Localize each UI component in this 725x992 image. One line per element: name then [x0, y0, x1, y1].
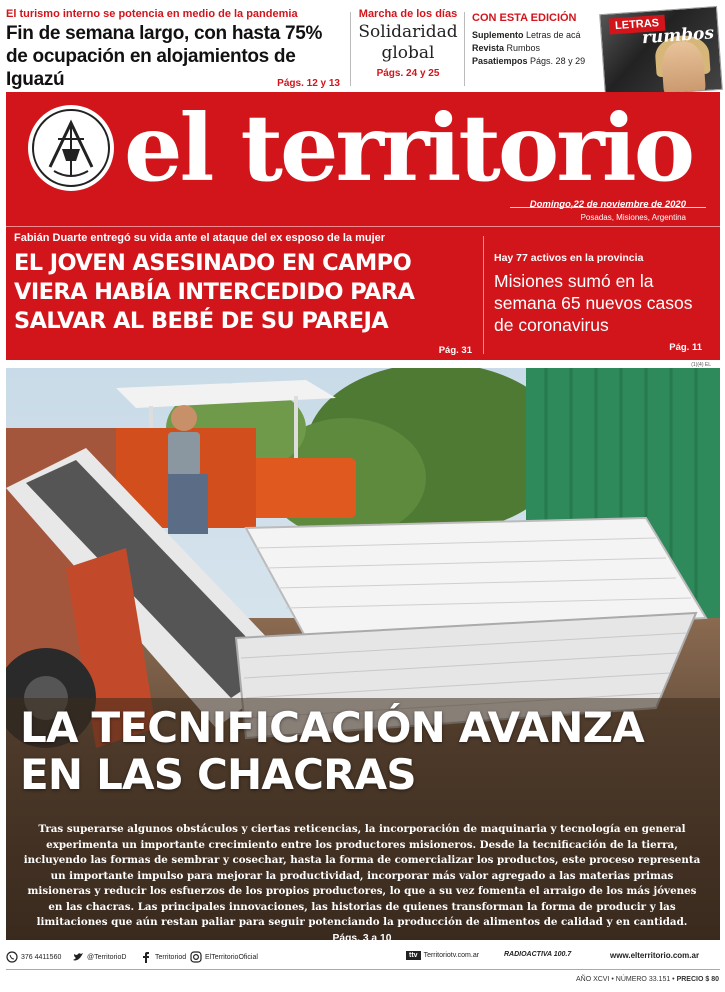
radio-link[interactable]: RADIOACTIVA 100.7 [504, 951, 572, 958]
edition-line: Suplemento Letras de acá [472, 30, 581, 40]
teaser-pages: Págs. 12 y 13 [277, 78, 340, 89]
issue-info [576, 976, 719, 983]
magazine-badge: LETRAS [609, 15, 666, 35]
story-kicker: Hay 77 activos en la provincia [494, 252, 644, 264]
tv-link[interactable]: ttv Territoriotv.com.ar [406, 951, 479, 960]
hero-pages: Págs. 3 a 10 [332, 932, 392, 944]
twitter-icon [72, 951, 84, 963]
divider [464, 12, 465, 86]
edition-title: CON ESTA EDICIÓN [472, 12, 577, 24]
edition-date: Domingo,22 de noviembre de 2020 [529, 199, 686, 210]
teaser-solidarity[interactable] [358, 8, 458, 79]
hero-body [22, 822, 702, 946]
divider [483, 236, 484, 354]
story-pages: Pág. 31 [438, 345, 472, 356]
edition-line: Revista Rumbos [472, 43, 541, 53]
teaser-kicker: Marcha de los días [358, 8, 458, 20]
instagram-link[interactable]: ElTerritorioOficial [190, 951, 258, 963]
whatsapp-link[interactable]: 376 4411560 [6, 951, 61, 963]
facebook-icon [140, 951, 152, 963]
instagram-icon [190, 951, 202, 963]
story-pages: Pág. 11 [669, 342, 702, 353]
teaser-headline: Fin de semana largo, con hasta 75% de ocupación en alojamientos de Iguazú [6, 23, 323, 90]
hero-headline[interactable]: LA TECNIFICACIÓN AVANZA EN LAS CHACRAS [20, 703, 644, 799]
edition-line: Pasatiempos Págs. 28 y 29 [472, 56, 586, 66]
teaser-headline: Solidaridad global [358, 22, 458, 63]
issue-number: AÑO XCVI • NÚMERO 33.151 • [575, 976, 675, 983]
main-story[interactable] [14, 232, 482, 356]
hero-body-text: Tras superarse algunos obstáculos y ciertas reticencias, la incorporación de maquinaria y tecnología en general experimenta un importante crecimiento entre los productores misioneros. Desde la tecnificación de la tierra, incluyendo las formas de sembrar y cosechar, hasta la forma de comercializar los productos, este proceso representa un importante impulso para mejorar la productividad, incorporar más valor agregado a las materias primas misioneras y reducir los esfuerzos de los propios productores, lo que a su vez fomenta el arraigo de los más jóvenes en las chacras. Las principales innovaciones, las historias de quienes transforman la forma de producir y las limitaciones que aún restan paliar para seguir potenciando la producción de alimentos de calidad y en cantidad. [23, 823, 701, 928]
whatsapp-icon [6, 951, 18, 963]
side-story-coronavirus[interactable] [494, 252, 716, 336]
magazine-title: rumbos [641, 23, 715, 49]
edition-supplements[interactable] [472, 12, 722, 90]
edition-place: Posadas, Misiones, Argentina [580, 213, 686, 222]
masthead-title: el territorio [124, 94, 693, 202]
story-headline: EL JOVEN ASESINADO EN CAMPO VIERA HABÍA INTERCEDIDO PARA SALVAR AL BEBÉ DE SU PAREJA [14, 250, 415, 334]
twitter-link[interactable]: @TerritorioD [72, 951, 126, 963]
website-link[interactable]: www.elterritorio.com.ar [610, 951, 700, 960]
facebook-link[interactable]: Territoriod [140, 951, 186, 963]
teaser-kicker: El turismo interno se potencia en medio de la pandemia [6, 8, 298, 20]
teaser-tourism[interactable] [6, 8, 346, 91]
magazine-cover-image [599, 6, 723, 98]
story-kicker: Fabián Duarte entregó su vida ante el ataque del ex esposo de la mujer [14, 232, 386, 244]
tv-icon: ttv [406, 951, 421, 960]
divider [6, 226, 720, 227]
divider [350, 12, 351, 86]
masthead [6, 92, 720, 360]
newspaper-logo-icon [28, 105, 114, 191]
price: PRECIO $ 80 [676, 976, 719, 983]
edition-box [472, 12, 604, 68]
footer-social-bar [6, 944, 720, 970]
top-teasers [6, 8, 720, 92]
story-headline: Misiones sumó en la semana 65 nuevos casos de coronavirus [494, 271, 693, 335]
photo-credit: (1)(4) EL [691, 362, 711, 368]
teaser-pages: Págs. 24 y 25 [376, 68, 440, 79]
